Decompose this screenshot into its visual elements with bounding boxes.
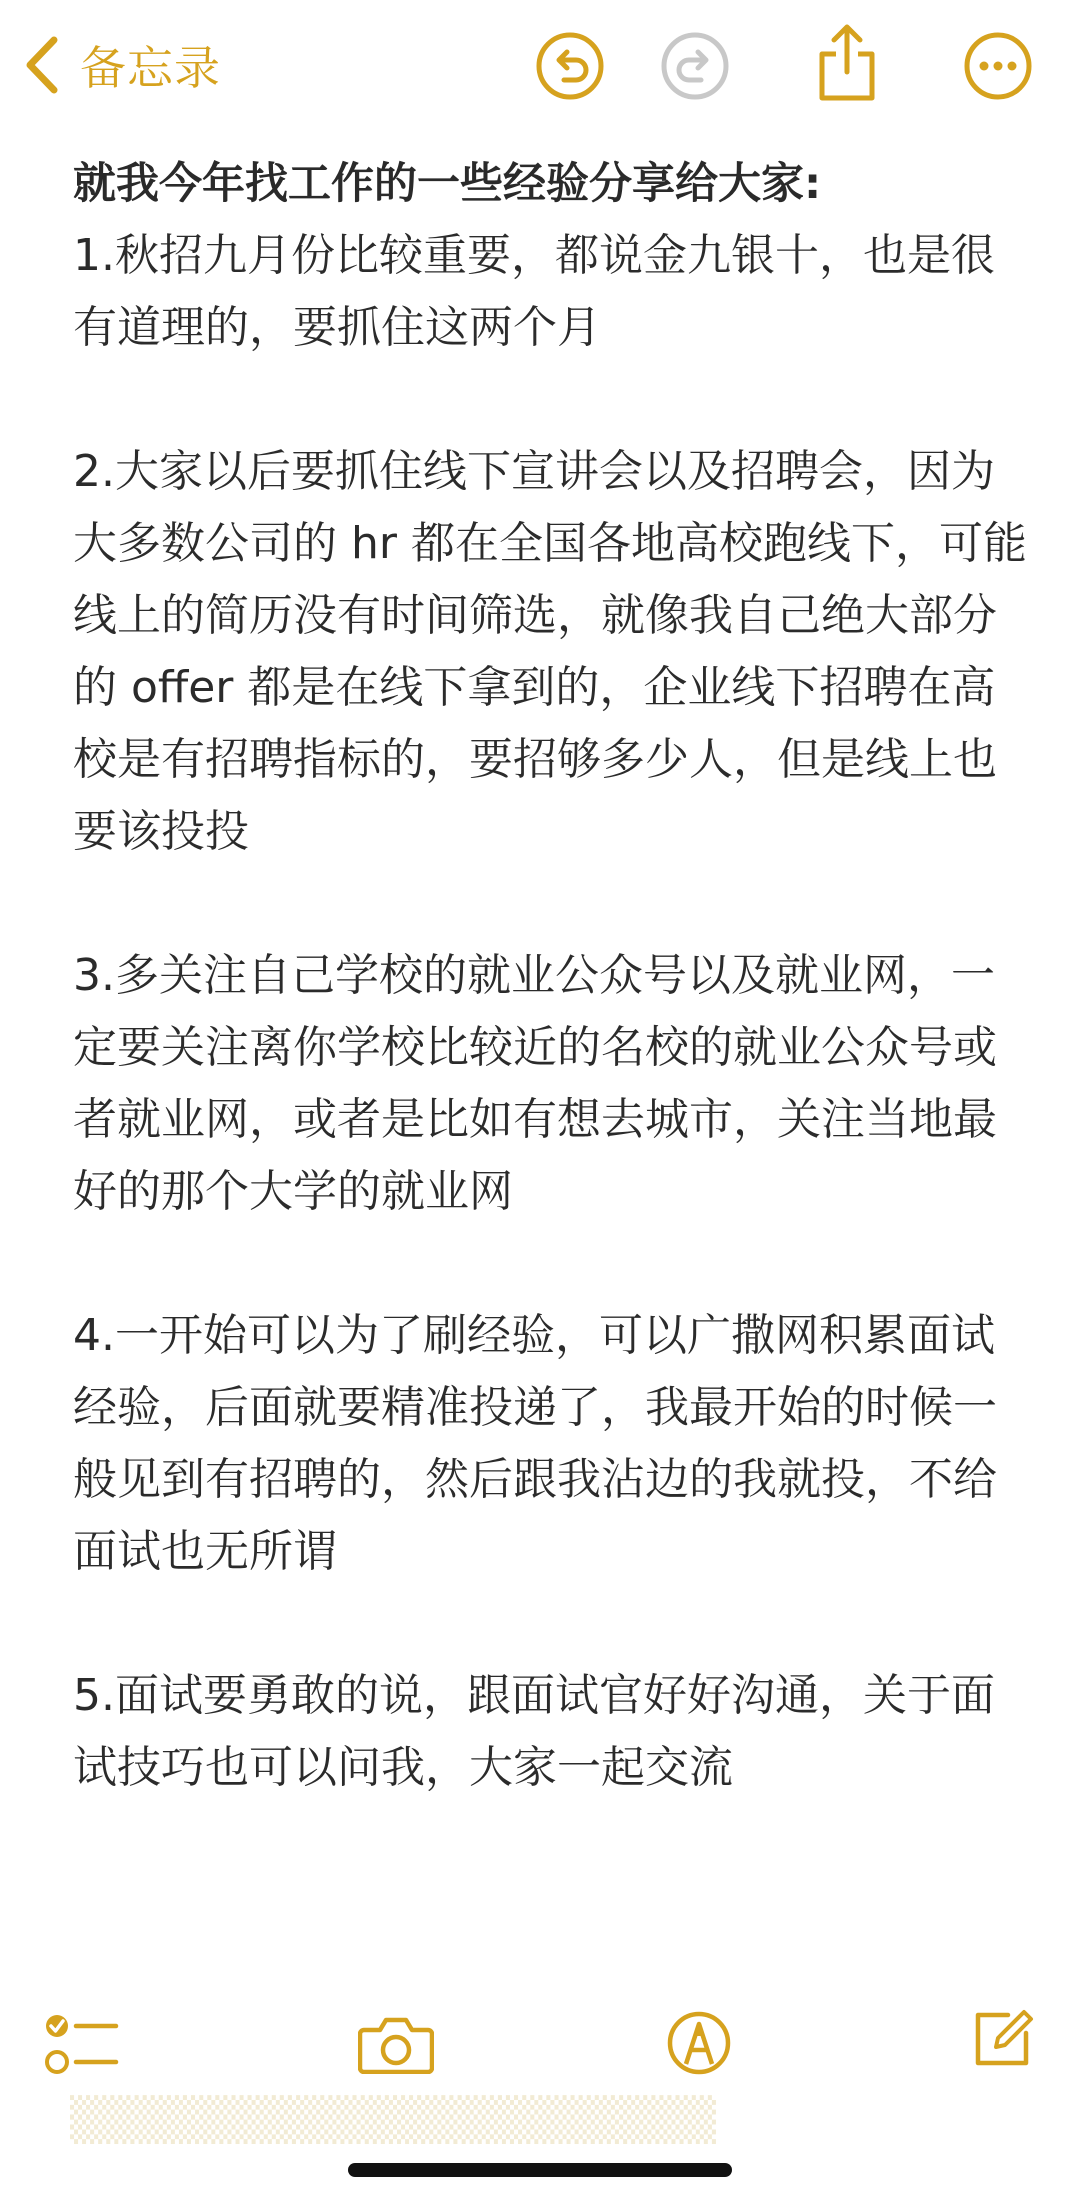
markup-button[interactable] xyxy=(666,2010,732,2080)
home-indicator[interactable] xyxy=(348,2163,732,2177)
more-icon xyxy=(962,30,1034,102)
undo-button[interactable] xyxy=(534,30,606,102)
share-button[interactable] xyxy=(812,22,882,104)
redo-button[interactable] xyxy=(659,30,731,102)
scrolled-content-ghost: ▒▒▒▒▒▒▒▒▒▒▒▒▒▒▒▒▒▒▒▒ xyxy=(70,2095,716,2144)
camera-button[interactable] xyxy=(358,2014,434,2078)
note-paragraph-1: 1.秋招九月份比较重要，都说金九银十，也是很有道理的，要抓住这两个月 xyxy=(73,230,995,353)
bottom-toolbar xyxy=(0,2000,1080,2110)
note-body[interactable] xyxy=(73,148,1033,1804)
chevron-left-icon xyxy=(22,34,62,96)
share-icon xyxy=(812,22,882,104)
compose-button[interactable] xyxy=(970,2005,1036,2075)
markup-pen-icon xyxy=(666,2010,732,2076)
note-paragraph-3: 3.多关注自己学校的就业公众号以及就业网，一定要关注离你学校比较近的名校的就业公众号或者就业网，或者是比如有想去城市，关注当地最好的那个大学的就业网 xyxy=(73,950,997,1217)
undo-icon xyxy=(534,30,606,102)
back-button[interactable] xyxy=(22,32,221,98)
checklist-icon xyxy=(44,2012,120,2078)
back-label: 备忘录 xyxy=(80,41,221,95)
navigation-bar xyxy=(0,0,1080,140)
checklist-button[interactable] xyxy=(44,2012,120,2082)
redo-icon xyxy=(659,30,731,102)
note-paragraph-2: 2.大家以后要抓住线下宣讲会以及招聘会，因为大多数公司的 hr 都在全国各地高校跑线下，可能线上的简历没有时间筛选，就像我自己绝大部分的 offer 都是在线下拿到的，企业线下招聘在高校是有招聘指标的，要招够多少人，但是线上也要该投投 xyxy=(73,446,1027,857)
note-paragraph-5: 5.面试要勇敢的说，跟面试官好好沟通，关于面试技巧也可以问我，大家一起交流 xyxy=(73,1670,995,1793)
camera-icon xyxy=(358,2014,434,2074)
compose-icon xyxy=(970,2005,1036,2071)
note-title: 就我今年找工作的一些经验分享给大家: xyxy=(73,159,822,209)
more-button[interactable] xyxy=(962,30,1034,102)
note-paragraph-4: 4.一开始可以为了刷经验，可以广撒网积累面试经验，后面就要精准投递了，我最开始的时候一般见到有招聘的，然后跟我沾边的我就投，不给面试也无所谓 xyxy=(73,1310,997,1577)
